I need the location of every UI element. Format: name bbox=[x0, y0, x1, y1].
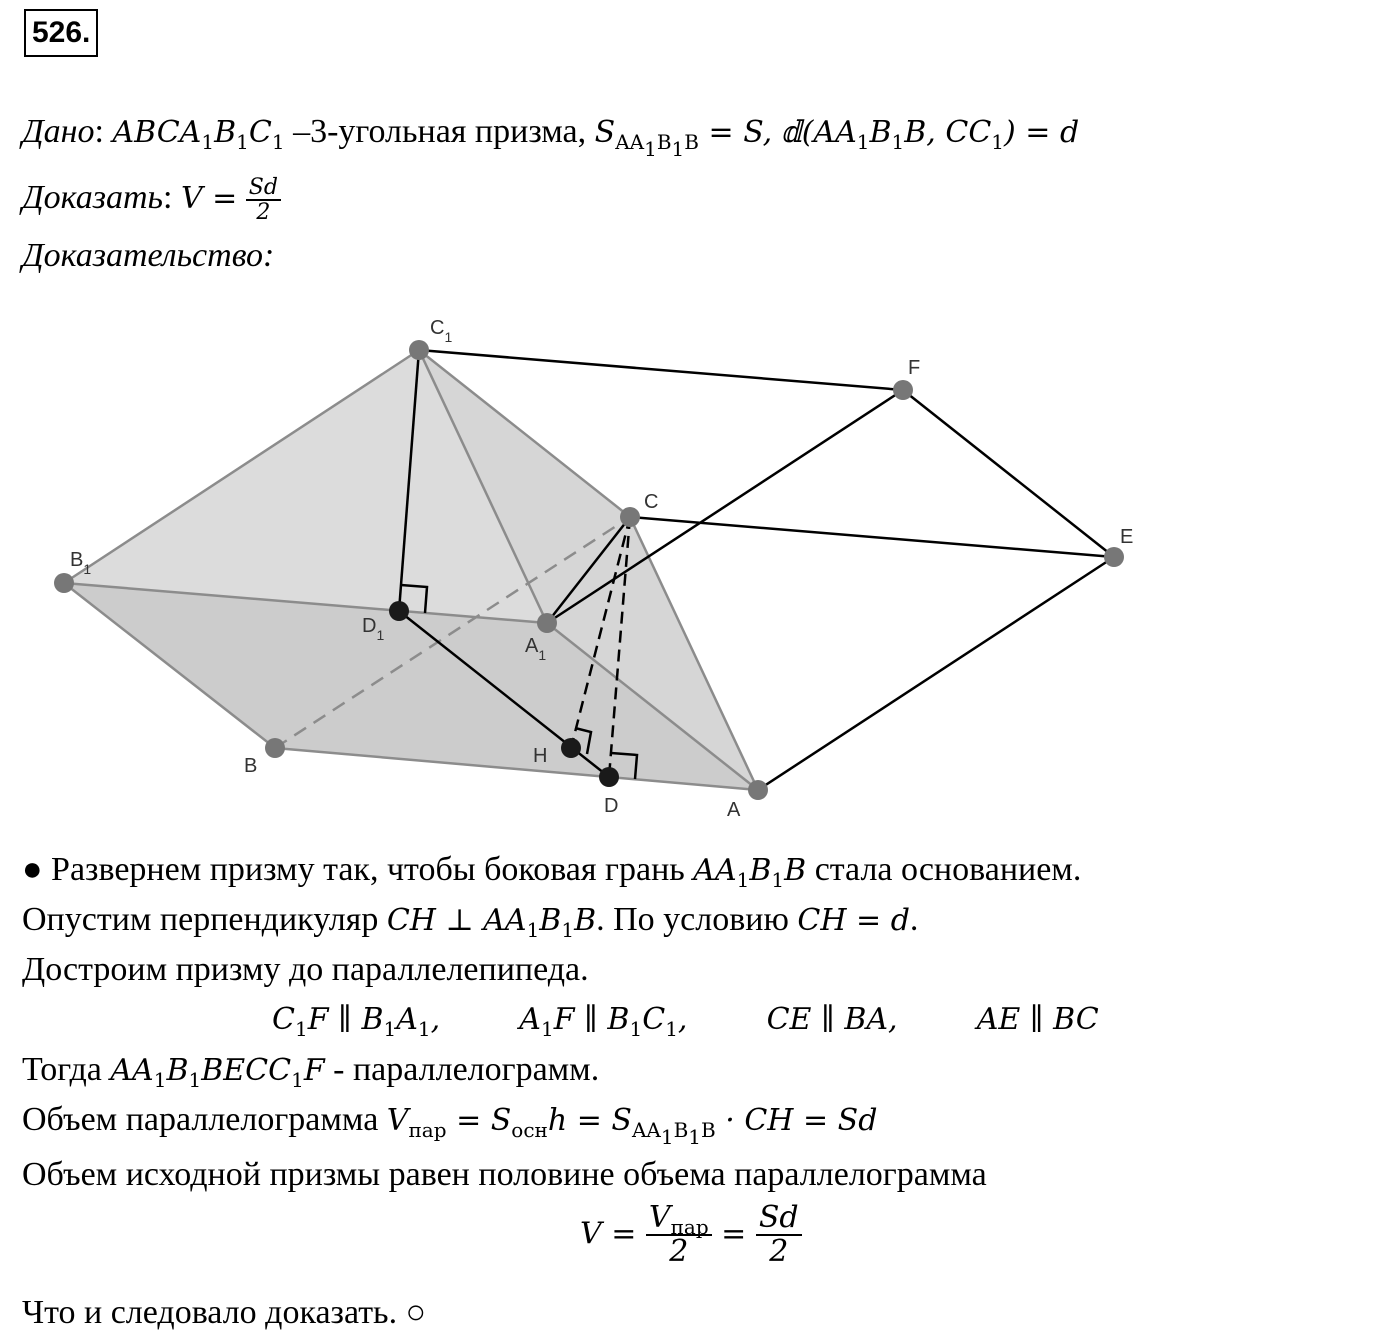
proof-line-6: Объем параллелограмма $V_{пар} = S_{осн}h = S_{AA_1B_1B}$ · CH = Sd bbox=[22, 1101, 878, 1149]
proof-line-3: Достроим призму до параллелепипеда. bbox=[22, 951, 589, 988]
label-c1: $C_1$ bbox=[430, 317, 453, 345]
label-e: E bbox=[1120, 526, 1134, 548]
point-e bbox=[1104, 547, 1124, 567]
parallel-relations bbox=[272, 1000, 1099, 1040]
given-prism: $ABCA_1B_1C_1$ bbox=[112, 115, 285, 154]
fraction-vpar: $\frac{V_{пар}}{2}$ bbox=[646, 1202, 712, 1267]
proof-line-1: ● Развернем призму так, чтобы боковая грань $AA_1B_1B$ стала основанием. bbox=[22, 851, 1082, 892]
prove-fraction: $\frac{Sd}{2}$ bbox=[246, 176, 281, 224]
point-c1 bbox=[409, 340, 429, 360]
proof-conclusion: Что и следовало доказать. ○ bbox=[22, 1294, 427, 1331]
given-distance: $𝕕(AA_1B_1B$, $CC_1) = d$ bbox=[780, 115, 1080, 154]
label-a1: $A_1$ bbox=[525, 635, 547, 663]
point-b1 bbox=[54, 573, 74, 593]
label-a: A bbox=[727, 799, 741, 821]
label-c: C bbox=[644, 491, 659, 513]
final-formula: V = $\frac{V_{пар}}{2}$ = $\frac{Sd}{2}$ bbox=[580, 1202, 802, 1267]
relation-1: $C_1F$ ∥ $B_1A_1$, bbox=[272, 1002, 441, 1041]
given-label: Дано bbox=[22, 113, 95, 150]
point-f bbox=[893, 380, 913, 400]
proof-line-2: Опустим перпендикуляр CH ⊥ $AA_1B_1B$. По условию CH = d. bbox=[22, 901, 919, 942]
edge-c-e bbox=[630, 517, 1114, 557]
label-f: F bbox=[908, 357, 921, 379]
label-h: H bbox=[533, 745, 548, 767]
face-top bbox=[64, 350, 547, 623]
given-prism-type: –3-угольная призма, bbox=[293, 113, 587, 150]
point-b bbox=[265, 738, 285, 758]
point-h bbox=[561, 738, 581, 758]
edge-f-e bbox=[903, 390, 1114, 557]
label-b1: $B_1$ bbox=[70, 549, 92, 577]
edge-c1-f bbox=[419, 350, 903, 390]
fraction-sd: $\frac{Sd}{2}$ bbox=[756, 1202, 802, 1267]
point-d bbox=[599, 767, 619, 787]
problem-number: 526. bbox=[24, 9, 98, 57]
proof-line-5: Тогда $AA_1B_1BECC_1F$ - параллелограмм. bbox=[22, 1051, 600, 1092]
edge-a-e bbox=[758, 557, 1114, 790]
point-a bbox=[748, 780, 768, 800]
relation-2: $A_1F$ ∥ $B_1C_1$, bbox=[519, 1002, 688, 1041]
label-d1: $D_1$ bbox=[362, 615, 385, 643]
prove-line: Доказать: V = $\frac{Sd}{2}$ bbox=[22, 176, 281, 224]
relation-3: CE ∥ BA, bbox=[766, 1002, 898, 1037]
point-a1 bbox=[537, 613, 557, 633]
prove-lhs: V = bbox=[180, 180, 238, 216]
label-d: D bbox=[604, 795, 619, 817]
proof-label: Доказательство: bbox=[22, 237, 275, 274]
point-d1 bbox=[389, 601, 409, 621]
relation-4: AE ∥ BC bbox=[976, 1002, 1099, 1037]
point-c bbox=[620, 507, 640, 527]
given-line: Дано: $ABCA_1B_1C_1$ –3-угольная призма, $S_{AA_1B_1B} = S$, $𝕕(AA_1B_1B$, $CC_1) = d$ bbox=[22, 113, 1080, 161]
prove-label: Доказать bbox=[22, 178, 163, 216]
proof-line-7: Объем исходной призмы равен половине объема параллелограмма bbox=[22, 1156, 987, 1193]
label-b: B bbox=[244, 755, 258, 777]
given-area: $S_{AA_1B_1B} = S$, bbox=[594, 115, 773, 161]
